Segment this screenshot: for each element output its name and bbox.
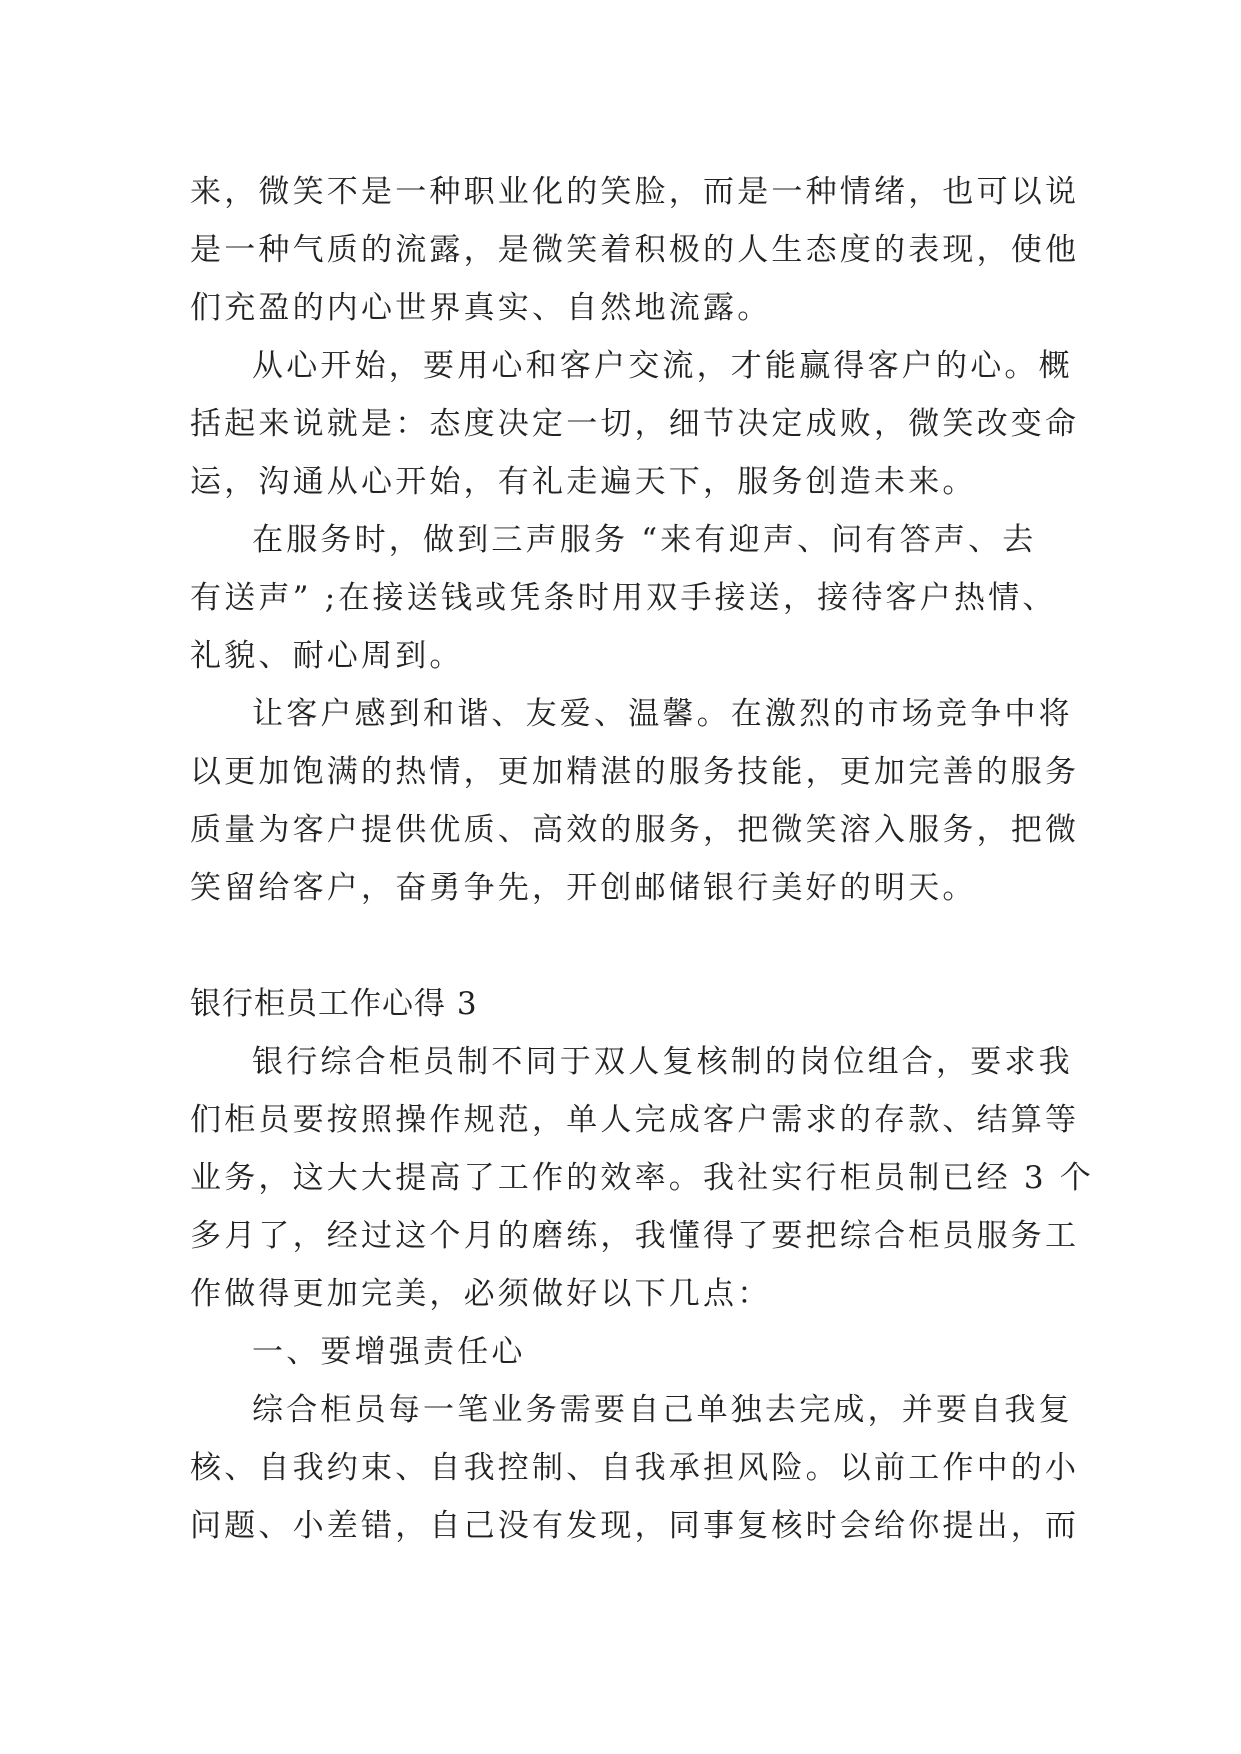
paragraph-line: 来，微笑不是一种职业化的笑脸，而是一种情绪，也可以说 xyxy=(190,174,1080,210)
paragraph-line: 从心开始，要用心和客户交流，才能赢得客户的心。概 xyxy=(252,348,1073,384)
paragraph-line: 质量为客户提供优质、高效的服务，把微笑溶入服务，把微 xyxy=(190,812,1080,848)
paragraph-line: 们柜员要按照操作规范，单人完成客户需求的存款、结算等 xyxy=(190,1102,1080,1138)
paragraph-line: 让客户感到和谐、友爱、温馨。在激烈的市场竞争中将 xyxy=(252,696,1073,732)
paragraph-line: 多月了，经过这个月的磨练，我懂得了要把综合柜员服务工 xyxy=(190,1218,1080,1254)
paragraph-line: 作做得更加完美，必须做好以下几点： xyxy=(190,1276,772,1312)
paragraph-line: 业务，这大大提高了工作的效率。我社实行柜员制已经 3 个 xyxy=(190,1160,1095,1196)
subsection-heading: 一、要增强责任心 xyxy=(252,1334,526,1370)
paragraph-line: 是一种气质的流露，是微笑着积极的人生态度的表现，使他 xyxy=(190,232,1080,268)
paragraph-line: 核、自我约束、自我控制、自我承担风险。以前工作中的小 xyxy=(190,1450,1080,1486)
paragraph-line: 在服务时，做到三声服务 “来有迎声、问有答声、去 xyxy=(252,522,1037,558)
paragraph-line: 银行综合柜员制不同于双人复核制的岗位组合，要求我 xyxy=(252,1044,1073,1080)
paragraph-line: 以更加饱满的热情，更加精湛的服务技能，更加完善的服务 xyxy=(190,754,1080,790)
section-heading: 银行柜员工作心得 3 xyxy=(190,986,478,1022)
paragraph-line: 们充盈的内心世界真实、自然地流露。 xyxy=(190,290,772,326)
paragraph-line: 笑留给客户，奋勇争先，开创邮储银行美好的明天。 xyxy=(190,870,977,906)
paragraph-line: 有送声” ;在接送钱或凭条时用双手接送，接待客户热情、 xyxy=(190,580,1057,616)
paragraph-line: 括起来说就是：态度决定一切，细节决定成败，微笑改变命 xyxy=(190,406,1080,442)
paragraph-line: 综合柜员每一笔业务需要自己单独去完成，并要自我复 xyxy=(252,1392,1073,1428)
paragraph-line: 运，沟通从心开始，有礼走遍天下，服务创造未来。 xyxy=(190,464,977,500)
paragraph-line: 问题、小差错，自己没有发现，同事复核时会给你提出，而 xyxy=(190,1508,1080,1544)
paragraph-line: 礼貌、耐心周到。 xyxy=(190,638,464,674)
